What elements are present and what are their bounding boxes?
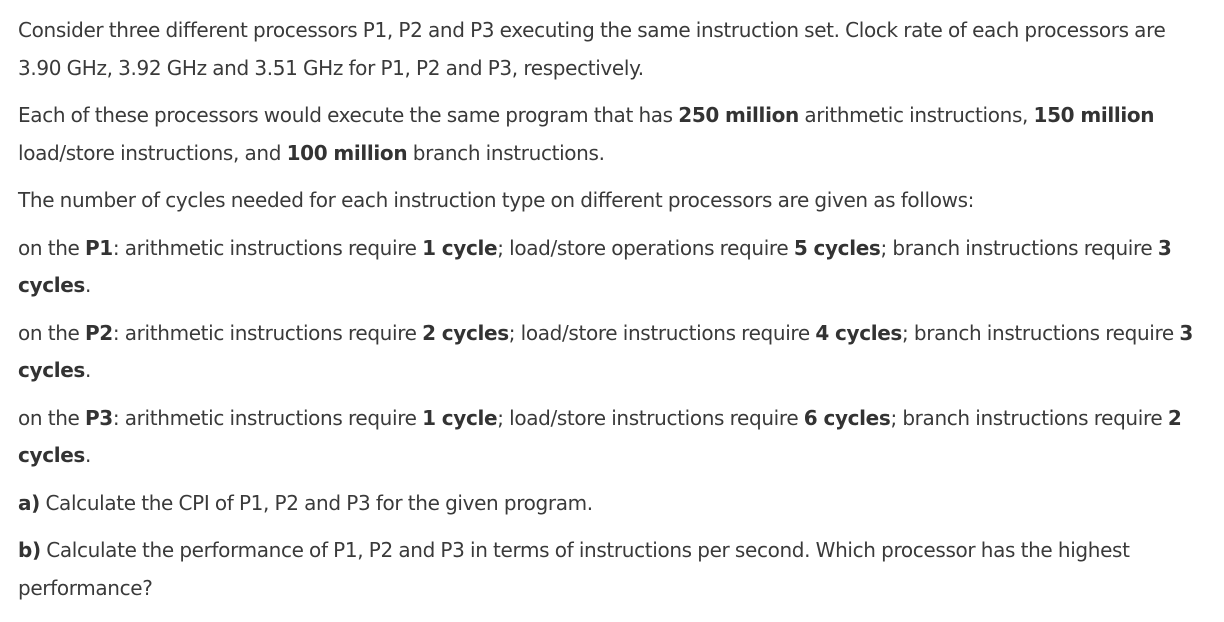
arith-count: 250 million [678, 103, 799, 127]
loadstore-count: 150 million [1033, 103, 1155, 127]
p1-paragraph [18, 230, 1214, 305]
question-a-paragraph [18, 485, 1214, 523]
program-text-1: Each of these processors would execute the same program that has [18, 103, 679, 127]
p1-arith-cycles: 1 cycle [422, 235, 498, 260]
program-text-4: branch instructions. [407, 140, 605, 165]
p1-name: P1 [85, 235, 113, 260]
intro-text: Consider three different processors P1, P2 and P3 executing the same instruction set. Clock rate of each processors are 3.90 GHz, 3.92 GHz and 3.51 GHz for P1, P2 and P3, respectively. [18, 18, 1166, 80]
p3-text-1: on the [18, 405, 85, 430]
p2-text-1: on the [18, 320, 85, 345]
intro-paragraph [18, 12, 1214, 87]
cycles-intro-text: The number of cycles needed for each instruction type on different processors are given as follows: [18, 188, 975, 212]
p1-text-5: . [84, 273, 91, 297]
p3-text-4: ; branch instructions require [890, 405, 1168, 430]
cycles-intro-paragraph [18, 182, 1214, 220]
p1-branch-cycles: 3 cycles [18, 235, 1172, 297]
p1-text-2: : arithmetic instructions require [112, 235, 423, 260]
p3-branch-cycles: 2 cycles [18, 405, 1182, 467]
p3-paragraph [18, 400, 1214, 475]
p1-text-4: ; branch instructions require [880, 235, 1158, 260]
p1-text-3: ; load/store operations require [497, 235, 794, 260]
p1-loadstore-cycles: 5 cycles [793, 235, 881, 260]
p2-text-3: ; load/store instructions require [508, 320, 816, 345]
p3-text-2: : arithmetic instructions require [112, 405, 423, 430]
program-text-3: load/store instructions, and [18, 140, 287, 165]
p3-name: P3 [85, 405, 113, 430]
p3-text-5: . [84, 443, 91, 467]
question-b-text: Calculate the performance of P1, P2 and P3 in terms of instructions per second. Which processor has the highest performance? [18, 538, 1130, 600]
p2-paragraph [18, 315, 1214, 390]
p2-text-4: ; branch instructions require [901, 320, 1180, 345]
p2-arith-cycles: 2 cycles [422, 320, 509, 345]
question-b-label: b) [18, 538, 41, 562]
question-a-text: Calculate the CPI of P1, P2 and P3 for the given program. [39, 490, 593, 515]
program-text-2: arithmetic instructions, [798, 103, 1034, 127]
p2-loadstore-cycles: 4 cycles [815, 320, 902, 345]
p2-branch-cycles: 3 cycles [18, 320, 1193, 382]
p3-arith-cycles: 1 cycle [422, 405, 498, 430]
question-a-label: a) [18, 490, 40, 515]
question-b-paragraph [18, 532, 1214, 607]
p1-text-1: on the [18, 235, 85, 260]
program-paragraph [18, 97, 1214, 172]
p3-text-3: ; load/store instructions require [497, 405, 804, 430]
p2-text-2: : arithmetic instructions require [112, 320, 423, 345]
p3-loadstore-cycles: 6 cycles [803, 405, 891, 430]
branch-count: 100 million [286, 140, 408, 165]
p2-text-5: . [84, 358, 91, 382]
p2-name: P2 [85, 320, 113, 345]
